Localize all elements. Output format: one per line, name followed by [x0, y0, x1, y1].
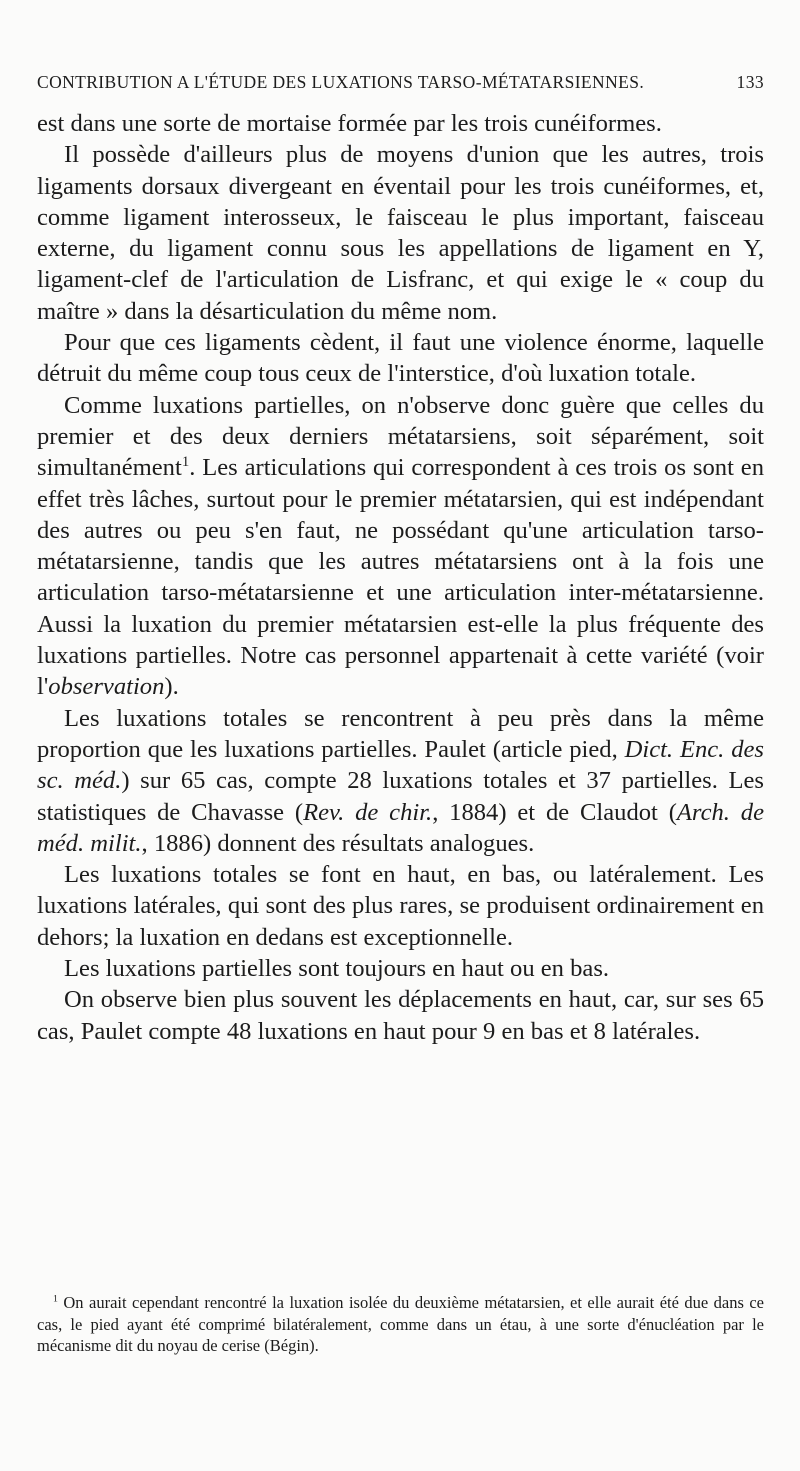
paragraph-ligaments: Il possède d'ailleurs plus de moyens d'union que les autres, trois ligaments dorsaux divergeant en éventail pour les trois cunéiformes, et, comme ligament interosseux, le faisceau le plus important, faisceau externe, du ligament connu sous les appellations de ligament en Y, ligament-clef de l'articulation de Lisfranc, et qui exige le « coup du maître » dans la désarticulation du même nom.: [37, 141, 764, 325]
text-segment: ) sur 65 cas, compte 28 luxations totales et 37 partielles. Les statistiques de Chavasse (: [37, 767, 764, 826]
footnotes: [37, 1292, 764, 1357]
running-header: [37, 72, 764, 93]
italic-citation: Arch. de méd. milit.: [37, 798, 764, 857]
paragraph-total-luxations: [37, 703, 764, 859]
footnote-marker: 1: [53, 1293, 58, 1305]
paragraph-continuation: est dans une sorte de mortaise formée par les trois cunéiformes.: [37, 110, 662, 137]
page-number: 133: [736, 72, 764, 92]
italic-citation: Dict. Enc. des sc. méd.: [37, 735, 764, 795]
italic-citation: Rev. de chir.: [303, 798, 433, 826]
paragraph-partial-luxations: [37, 390, 764, 703]
main-text: [37, 108, 764, 1047]
paragraph-statistics: On observe bien plus souvent les déplacements en haut, car, sur ses 65 cas, Paulet compte 48 luxations en haut pour 9 en bas et 8 latérales.: [37, 986, 764, 1045]
text-segment: Comme luxations partielles, on n'observe donc guère que celles du premier et des deux derniers métatarsiens, soit séparément, soit simultanément: [37, 391, 764, 482]
paragraph-violence: Pour que ces ligaments cèdent, il faut une violence énorme, laquelle détruit du même coup tous ceux de l'interstice, d'où luxation totale.: [37, 329, 764, 388]
text-segment: , 1886) donnent des résultats analogues.: [141, 829, 535, 857]
text-segment: ).: [164, 673, 179, 701]
text-segment: Les luxations totales se rencontrent à peu près dans la même proportion que les luxations partielles. Paulet (article pied,: [37, 704, 764, 763]
paragraph-partial-direction: Les luxations partielles sont toujours en haut ou en bas.: [64, 955, 610, 983]
text-segment: . Les articulations qui correspondent à ces trois os sont en effet très lâches, surtout pour le premier métatarsien, qui est indépendant des autres ou peu s'en faut, ne possédant qu'une articulation tarso-métatarsienne, tandis que les autres métatarsiens ont à la fois une articulation tarso-métatarsienne et une articulation inter-métatarsienne. Aussi la luxation du premier métatarsien est-elle la plus fréquente des luxations partielles. Notre cas personnel appartenait à cette variété (voir l': [37, 454, 764, 701]
italic-term: observation: [48, 673, 165, 701]
footnote-reference: 1: [181, 454, 190, 471]
footnote: [37, 1292, 764, 1357]
footnote-text: On aurait cependant rencontré la luxation isolée du deuxième métatarsien, et elle aurait été due dans ce cas, le pied ayant été comprimé bilatéralement, comme dans un étau, à une sorte d'énucléation par le mécanisme dit du noyau de cerise (Bégin).: [37, 1293, 764, 1355]
text-segment: , 1884) et de Claudot (: [432, 798, 677, 826]
paragraph-directions: Les luxations totales se font en haut, en bas, ou latéralement. Les luxations latérales, qui sont des plus rares, se produisent ordinairement en dehors; la luxation en dedans est exceptionnelle.: [37, 861, 764, 951]
running-title: CONTRIBUTION A L'ÉTUDE DES LUXATIONS TARSO-MÉTATARSIENNES.: [37, 72, 645, 92]
